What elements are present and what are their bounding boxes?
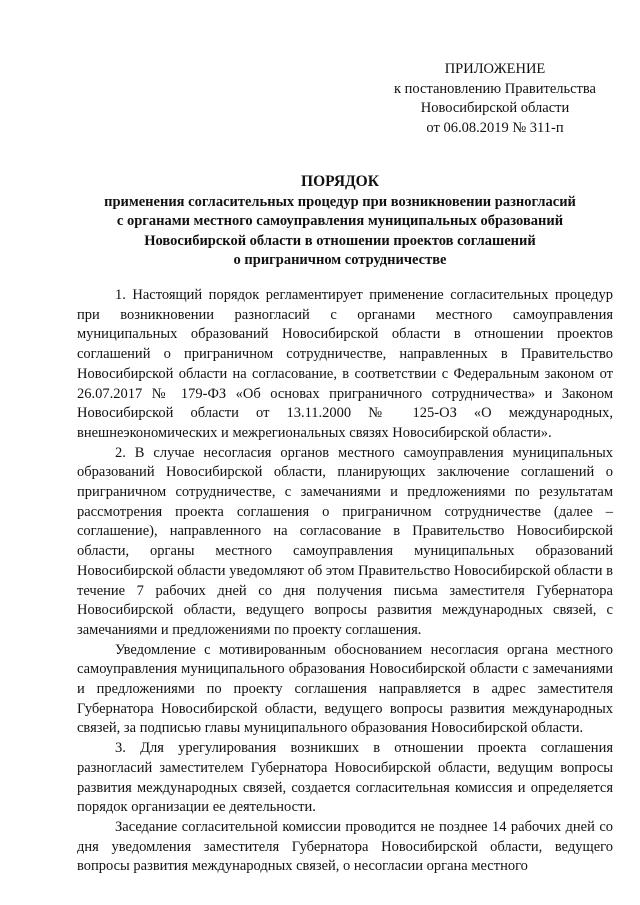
title-line-1: применения согласительных процедур при возникновении разногласий <box>104 193 576 210</box>
title-line-4: о приграничном сотрудничестве <box>233 252 447 268</box>
document-title <box>60 172 620 271</box>
appendix-label: ПРИЛОЖЕНИЕ <box>444 61 546 77</box>
paragraph-4: 3. Для урегулирования возникших в отношении проекта соглашения разногласий заместителем Губернатора Новосибирской области, ведущим вопросы развития международных связей, создается согласительная комиссия и определяется порядок организации ее деятельности. <box>77 740 613 816</box>
paragraph-1: 1. Настоящий порядок регламентирует применение согласительных процедур при возникновении разногласий с органами местного самоуправления муниципальных образований Новосибирской области в отношении проектов соглашений о приграничном сотрудничестве, направленных в Правительство Новосибирской области на согласование, в соответствии с Федеральным законом от 26.07.2017 № 179-ФЗ «Об основах приграничного сотрудничества» и Законом Новосибирской области от 13.11.2000 № 125-ОЗ «О международных, внешнеэкономических и межрегиональных связях Новосибирской области». <box>77 287 613 441</box>
document-body <box>77 286 613 877</box>
appendix-date-number: от 06.08.2019 № 311-п <box>426 119 564 136</box>
title-line-3: Новосибирской области в отношении проектов соглашений <box>144 232 536 249</box>
paragraph-3: Уведомление с мотивированным обоснованием несогласия органа местного самоуправления муниципального образования Новосибирской области с замечаниями и предложениями по проекту соглашения направляется в адрес заместителя Губернатора Новосибирской области, ведущего вопросы развития международных связей, за подписью главы муниципального образования Новосибирской области. <box>77 641 613 737</box>
paragraph-5: Заседание согласительной комиссии проводится не позднее 14 рабочих дней со дня уведомления заместителя Губернатора Новосибирской области, ведущего вопросы развития международных связей, о несогласии органа местного <box>77 818 613 875</box>
appendix-reference: к постановлению Правительства <box>394 80 596 97</box>
paragraph-2: 2. В случае несогласия органов местного самоуправления муниципальных образований Новосибирской области, планирующих заключение соглашений о приграничном сотрудничестве, с замечаниями и предложениями по результатам рассмотрения проекта соглашения о приграничном сотрудничестве (далее – соглашение), направленного на согласование в Правительство Новосибирской области, органы местного самоуправления муниципальных образований Новосибирской области уведомляют об этом Правительство Новосибирской области в течение 7 рабочих дней со дня получения письма заместителя Губернатора Новосибирской области, ведущего вопросы развития международных связей, с замечаниями и предложениями по проекту соглашения. <box>77 444 613 638</box>
appendix-region: Новосибирской области <box>420 100 570 116</box>
appendix-header <box>380 60 610 138</box>
title-main: ПОРЯДОК <box>301 173 379 190</box>
title-line-2: с органами местного самоуправления муниципальных образований <box>116 213 564 229</box>
